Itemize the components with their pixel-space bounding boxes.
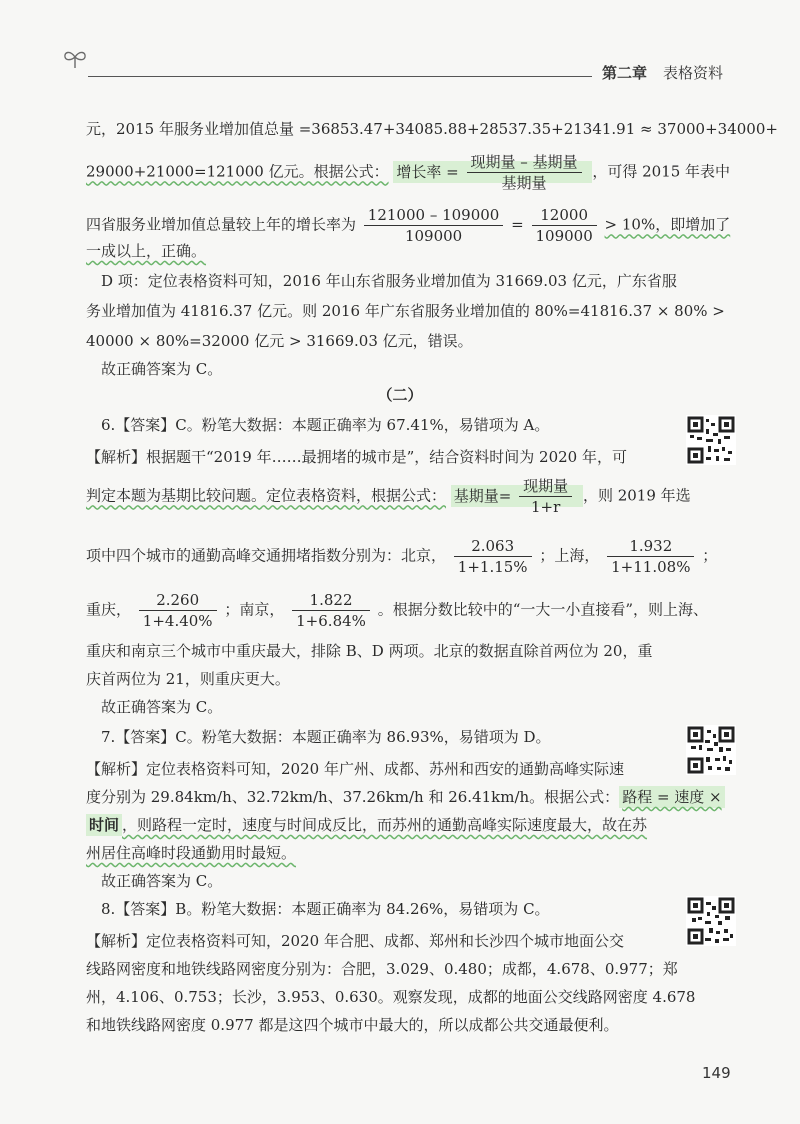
answer-line: 6.【答案】C。粉笔大数据：本题正确率为 67.41%，易错项为 A。 — [101, 416, 550, 434]
text-line: 元，2015 年服务业增加值总量 =36853.47+34085.88+28537.35+21341.91 ≈ 37000+34000+ — [86, 120, 778, 138]
text-line: 线路网密度和地铁线路网密度分别为：合肥，3.029、0.480；成都，4.678、0.977；郑 — [86, 960, 678, 978]
text-line: 度分别为 29.84km/h、32.72km/h、37.26km/h 和 26.41km/h。根据公式： 路程 = 速度 × — [86, 786, 725, 807]
text-line: 重庆和南京三个城市中重庆最大，排除 B、D 两项。北京的数据直除首两位为 20，重 — [86, 642, 653, 660]
text-line: 29000+21000=121000 亿元。根据公式： 增长率 = $\frac{\text{现期量 – 基期量}}{\text{基期量}}$ ，可得 2015 年表中 — [86, 153, 731, 192]
text-line: 州，4.106、0.753；长沙，3.953、0.630。观察发现，成都的地面公交线路网密度 4.678 — [86, 988, 696, 1006]
text-line: 务业增加值为 41816.37 亿元。则 2016 年广东省服务业增加值的 80%=41816.37 × 80% > — [86, 302, 725, 320]
section-label: 表格资料 — [663, 64, 724, 82]
page-number: 149 — [702, 1064, 731, 1082]
fraction: $\frac{12000}{109000}$ — [532, 205, 597, 246]
chapter-label: 第二章 — [602, 64, 648, 82]
text-line: 40000 × 80%=32000 亿元 > 31669.03 亿元，错误。 — [86, 332, 473, 350]
fraction: $\frac{2.063}{1+1.15\%}$ — [454, 536, 532, 577]
answer-line: 7.【答案】C。粉笔大数据：本题正确率为 86.93%，易错项为 D。 — [101, 728, 551, 746]
fraction: $\frac{\text{现期量 – 基期量}}{\text{基期量}}$ — [467, 152, 582, 193]
text-line: 一成以上，正确。 — [86, 242, 207, 260]
page-header — [0, 0, 800, 100]
text-line: 【解析】根据题干“2019 年……最拥堵的城市是”，结合资料时间为 2020 年，可 — [86, 448, 627, 466]
fraction: $\frac{1.932}{1+11.08\%}$ — [607, 536, 694, 577]
text-line: 和地铁线路网密度 0.977 都是这四个城市中最大的，所以成都公共交通最便利。 — [86, 1016, 619, 1034]
text-line: D 项：定位表格资料可知，2016 年山东省服务业增加值为 31669.03 亿元，广东省服 — [101, 272, 677, 290]
text-line: 四省服务业增加值总量较上年的增长率为 $\frac{121000 - 109000}{109000}$ = $\frac{12000}{109000}$ > 10%，即增加了 — [86, 206, 731, 245]
fraction: $\frac{1.822}{1+6.84\%}$ — [292, 590, 370, 631]
answer-line: 故正确答案为 C。 — [101, 360, 223, 378]
text-line: 【解析】定位表格资料可知，2020 年广州、成都、苏州和西安的通勤高峰实际速 — [86, 760, 624, 778]
text-line: 项中四个城市的通勤高峰交通拥堵指数分别为：北京， $\frac{2.063}{1+1.15\%}$ ；上海， $\frac{1.932}{1+11.08\%}$ ； — [86, 537, 718, 576]
text-line: 重庆， $\frac{2.260}{1+4.40\%}$ ；南京， $\frac{1.822}{1+6.84\%}$ 。根据分数比较中的“一大一小直接看”，则上海、 — [86, 591, 709, 630]
header-rule — [88, 76, 592, 77]
section-heading: （二） — [377, 386, 423, 404]
formula-highlight: 路程 = 速度 × — [619, 786, 724, 808]
text-line: 判定本题为基期比较问题。定位表格资料，根据公式： 基期量= $\frac{\text{现期量}}{1+r}$ ，则 2019 年选 — [86, 477, 691, 516]
text-line: 州居住高峰时段通勤用时最短。 — [86, 844, 297, 862]
qr-code-icon[interactable] — [686, 415, 736, 465]
qr-code-icon[interactable] — [686, 725, 736, 775]
answer-line: 故正确答案为 C。 — [101, 872, 223, 890]
chapter-title — [602, 62, 723, 83]
answer-line: 故正确答案为 C。 — [101, 698, 223, 716]
formula-highlight: 增长率 = $\frac{\text{现期量 – 基期量}}{\text{基期量}}$ — [393, 161, 592, 183]
text-line: 【解析】定位表格资料可知，2020 年合肥、成都、郑州和长沙四个城市地面公交 — [86, 932, 624, 950]
qr-code-icon[interactable] — [686, 896, 736, 946]
formula-highlight: 基期量= $\frac{\text{现期量}}{1+r}$ — [451, 485, 583, 507]
answer-line: 8.【答案】B。粉笔大数据：本题正确率为 84.26%，易错项为 C。 — [101, 900, 550, 918]
fraction: $\frac{\text{现期量}}{1+r}$ — [519, 476, 572, 517]
fraction: $\frac{121000 - 109000}{109000}$ — [364, 205, 504, 246]
fraction: $\frac{2.260}{1+4.40\%}$ — [139, 590, 217, 631]
text-line: 时间 ，则路程一定时，速度与时间成反比，而苏州的通勤高峰实际速度最大，故在苏 — [86, 814, 647, 835]
formula-highlight: 时间 — [86, 814, 122, 836]
leaf-icon — [62, 48, 88, 70]
text-line: 庆首两位为 21，则重庆更大。 — [86, 670, 290, 688]
